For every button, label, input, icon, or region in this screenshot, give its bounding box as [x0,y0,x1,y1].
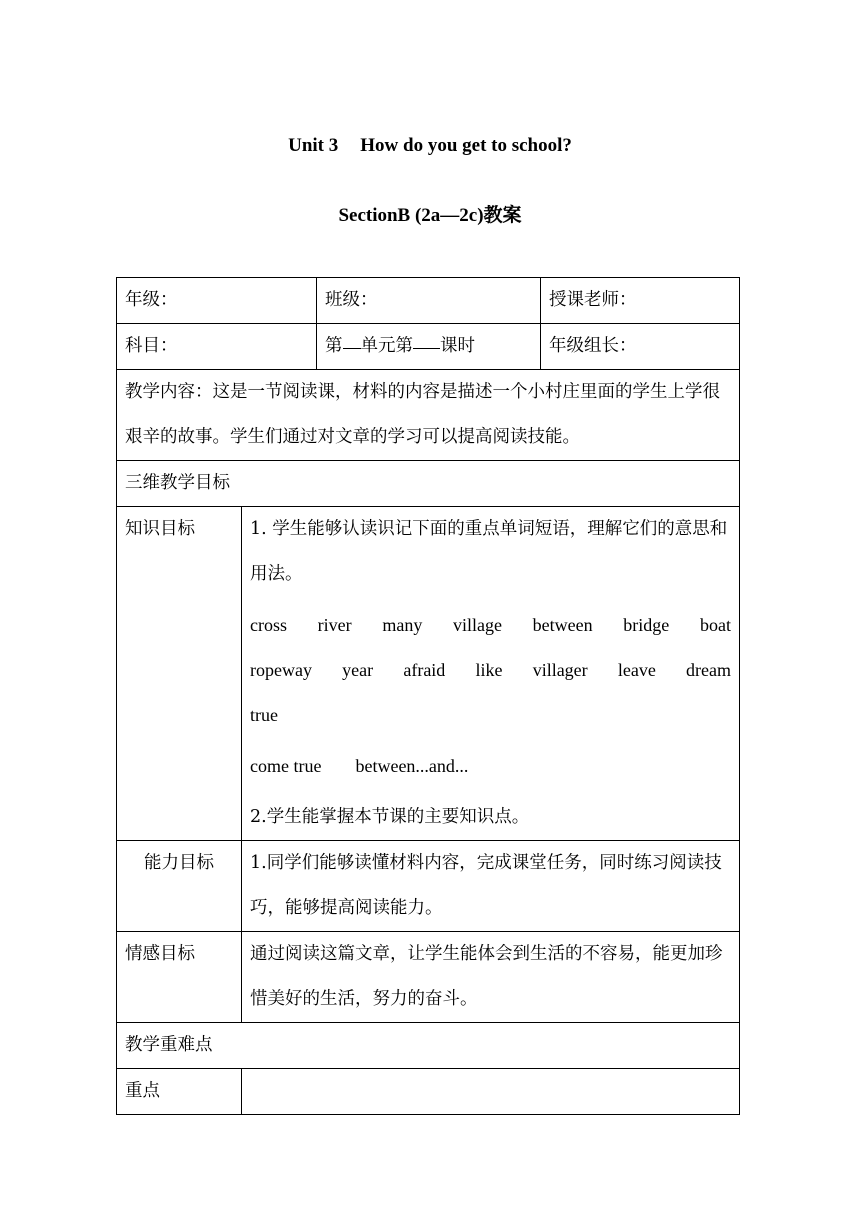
vocab-word: dream [686,660,731,680]
grade-leader-cell: 年级组长： [541,324,740,370]
lesson-blank [413,330,440,349]
unit-mid: 单元第 [360,336,413,356]
phrase-line [250,744,731,789]
vocab-word: many [382,615,423,635]
class-cell: 班级： [317,278,541,324]
document-subtitle: SectionB (2a—2c)教案 [338,205,522,226]
emotion-label: 情感目标 [117,932,242,1023]
vocab-word: river [317,615,352,635]
difficulty-heading: 教学重难点 [117,1023,740,1069]
knowledge-point-2: 2.学生能掌握本节课的主要知识点。 [250,807,530,827]
key-point-content [242,1069,740,1115]
objectives-heading: 三维教学目标 [117,461,740,507]
title-question: How do you get to school? [360,135,572,156]
vocab-word: between [532,615,593,635]
teacher-cell: 授课老师： [541,278,740,324]
vocab-word: like [475,660,503,680]
lesson-plan-table [116,277,740,1115]
ability-content: 1.同学们能够读懂材料内容，完成课堂任务，同时练习阅读技巧，能够提高阅读能力。 [242,841,740,932]
unit-label: Unit 3 [288,135,339,156]
vocab-word: leave [617,660,656,680]
subject-cell: 科目： [117,324,317,370]
vocab-word: boat [699,615,731,635]
vocab-word: ropeway [250,660,312,680]
ability-label: 能力目标 [117,841,242,932]
vocab-word: villager [532,660,588,680]
word-list-line-2 [250,648,731,693]
phrase-between-and: between...and... [355,756,469,776]
phrase-come-true: come true [250,756,322,776]
knowledge-point-1: 1. 学生能够认读识记下面的重点单词短语，理解它们的意思和用法。 [250,519,728,584]
word-list-line-3: true [250,705,278,725]
emotion-content: 通过阅读这篇文章，让学生能体会到生活的不容易，能更加珍惜美好的生活，努力的奋斗。 [242,932,740,1023]
word-list-line-1 [250,603,731,648]
vocab-word: cross [250,615,287,635]
knowledge-content [242,507,740,841]
vocab-word: bridge [623,615,670,635]
document-title [0,135,860,157]
unit-blank [343,330,361,349]
key-point-label: 重点 [117,1069,242,1115]
knowledge-label: 知识目标 [117,507,242,841]
vocab-word: afraid [403,660,446,680]
teaching-content: 教学内容：这是一节阅读课，材料的内容是描述一个小村庄里面的学生上学很艰辛的故事。学生们通过对文章的学习可以提高阅读技能。 [117,370,740,461]
unit-suffix: 课时 [440,336,475,356]
unit-lesson-cell [317,324,541,370]
grade-cell: 年级： [117,278,317,324]
vocab-word: year [342,660,374,680]
vocab-word: village [453,615,502,635]
unit-prefix: 第 [325,336,343,356]
